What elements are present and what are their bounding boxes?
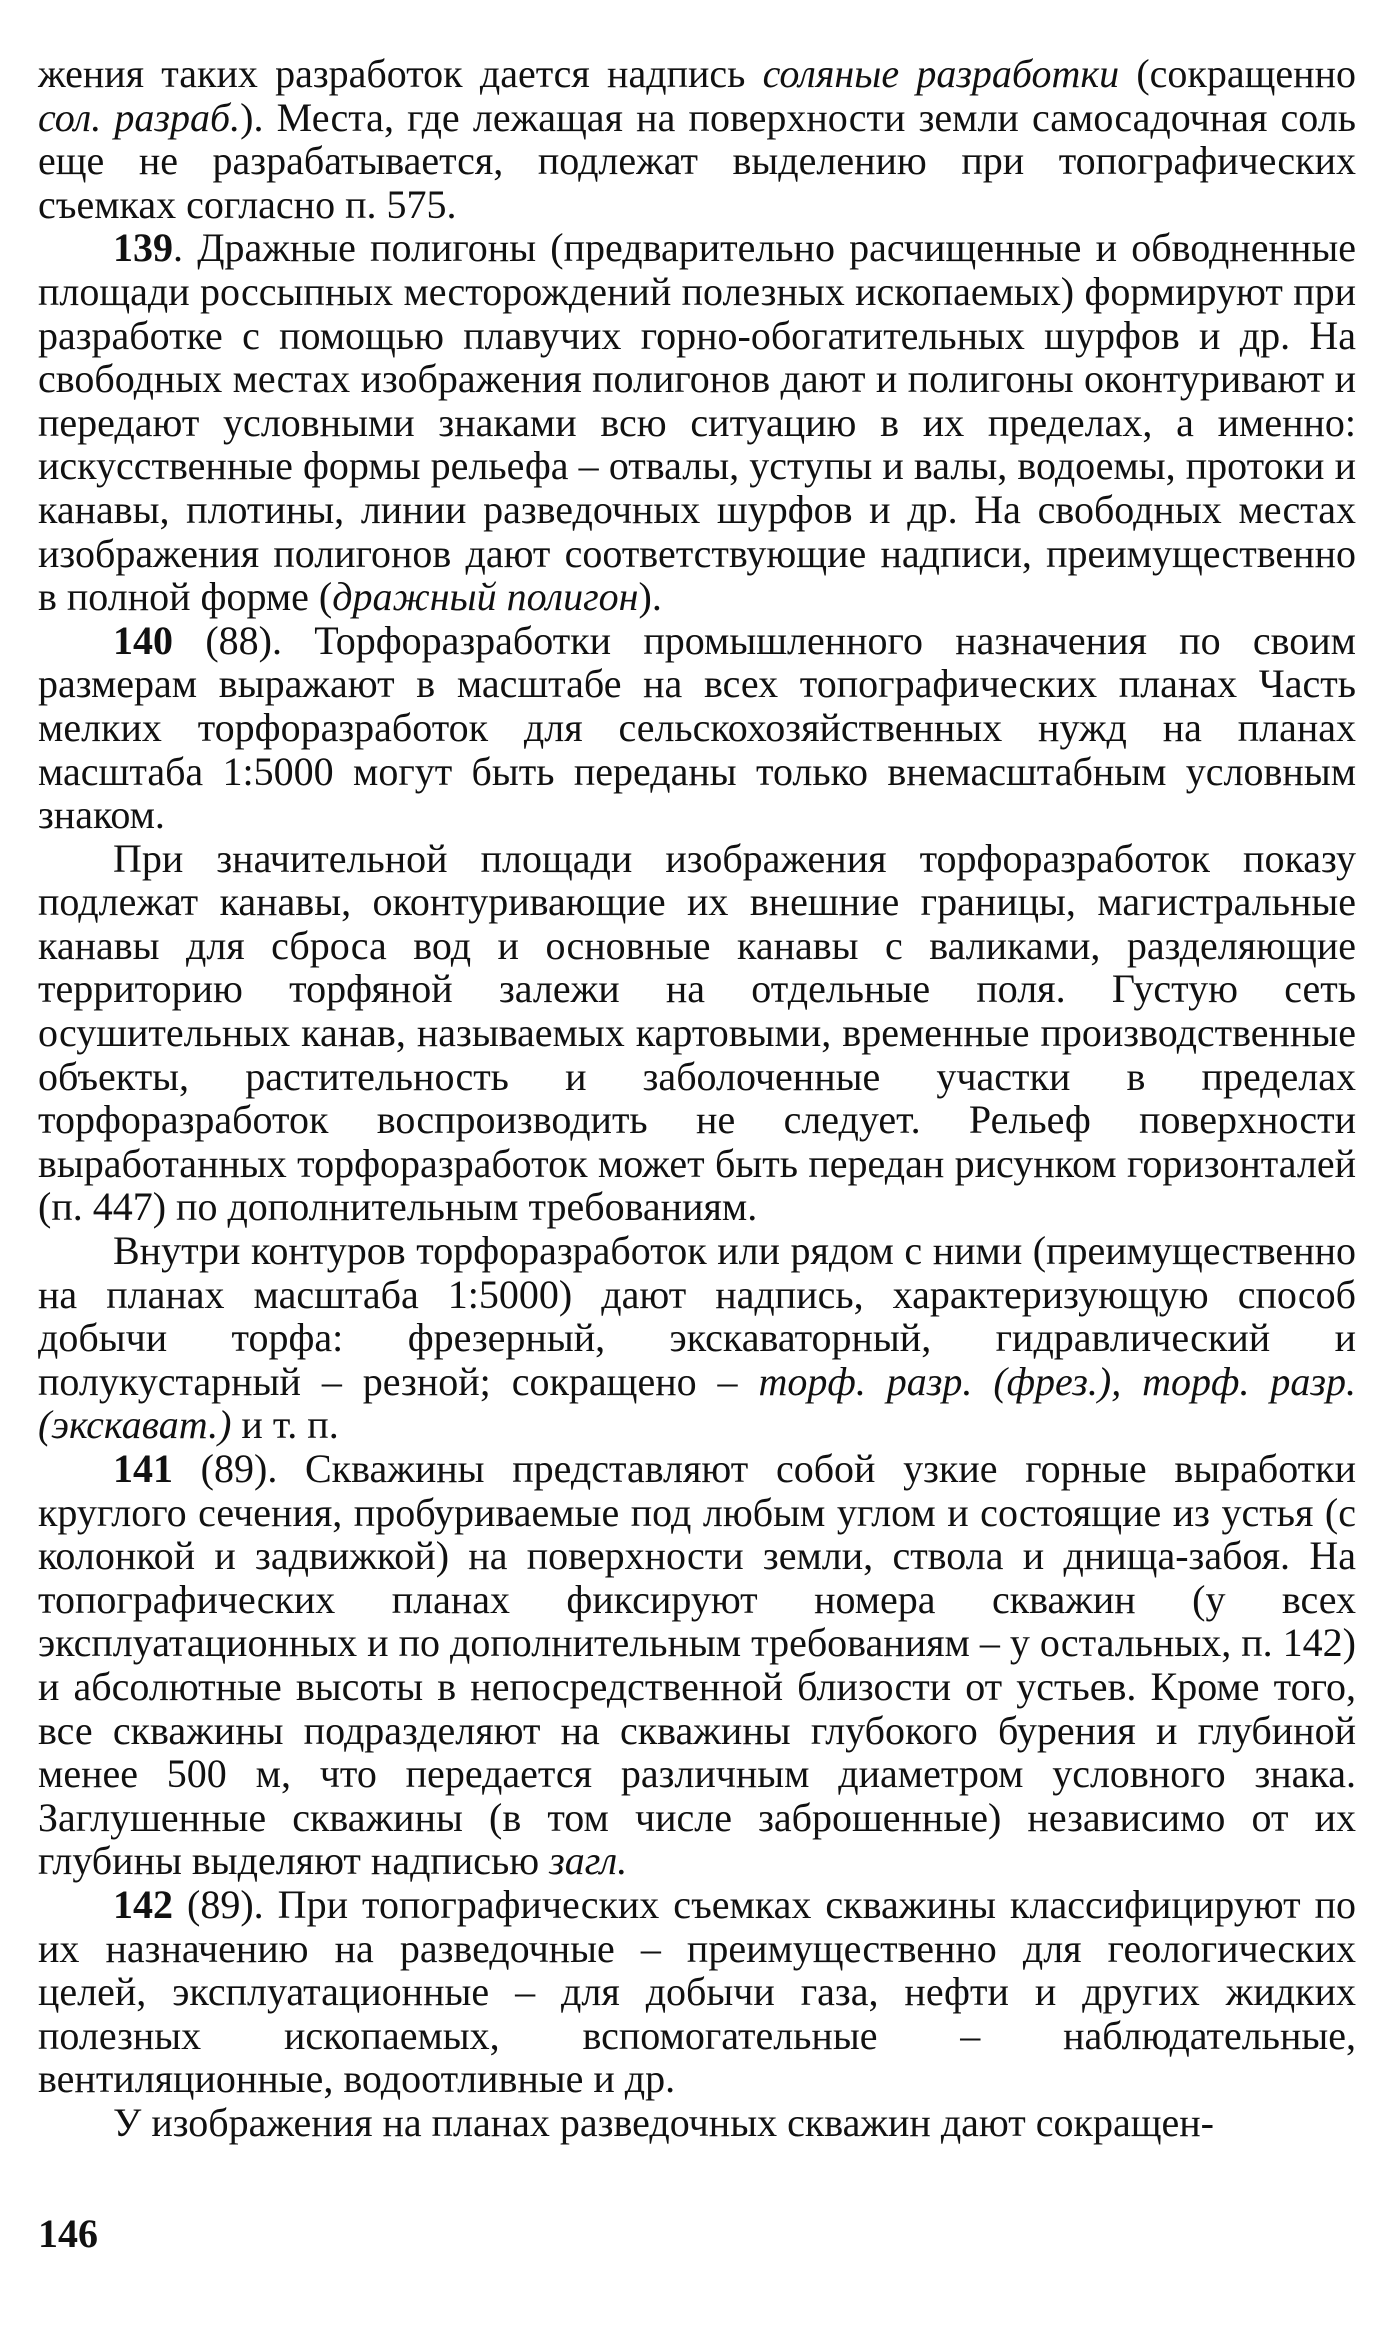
- page-text: [38, 52, 1356, 2145]
- paragraph-139: [38, 226, 1356, 618]
- italic-run: сол. разраб.: [38, 94, 241, 140]
- text-run: Внутри контуров торфоразработок или рядом с ними (преимущественно на планах масштаба 1:5000) дают надпись, характеризующую способ добычи торфа: фрезерный, экскаваторный, гидравлический и полукустарный – резной; сокращено –: [38, 1228, 1356, 1404]
- italic-run: дражный полигон: [332, 574, 639, 620]
- paragraph-number: 139: [113, 225, 173, 271]
- page-number: 146: [38, 2211, 98, 2256]
- text-run: жения таких разработок дается надпись: [38, 51, 763, 96]
- text-run: У изображения на планах разведочных скважин дают сокращен-: [113, 2099, 1214, 2145]
- paragraph-140-peat-labels: [38, 1229, 1356, 1447]
- text-run: (89). Скважины представляют собой узкие горные выработки круглого сечения, пробуриваемые под любым углом и состоящие из устья (с колонкой и задвижкой) на поверхности земли, ствола и днища-забоя. На топографических планах фиксируют номера скважин (у всех эксплуатационных и по дополнительным требованиям – у остальных, п. 142) и абсолютные высоты в непосредственной близости от устьев. Кроме того, все скважины подразделяют на скважины глубокого бурения и глубиной менее 500 м, что передается различным диаметром условного знака. Заглушенные скважины (в том числе заброшенные) независимо от их глубины выделяют надписью: [38, 1446, 1356, 1884]
- paragraph-141: [38, 1447, 1356, 1883]
- paragraph-intro: [38, 52, 1356, 226]
- paragraph-140-peat-area: [38, 837, 1356, 1229]
- italic-run: загл.: [549, 1838, 628, 1884]
- italic-run: соляные разработки: [762, 51, 1120, 96]
- text-run: ).: [638, 574, 662, 620]
- text-run: (89). При топографических съемках скважины классифицируют по их назначению на разведочные – преимущественно для геологических целей, эксплуатационные – для добычи газа, нефти и других жидких полезных ископаемых, вспомогательные – наблюдательные, вентиляционные, водоотливные и др.: [38, 1881, 1356, 2102]
- italic-run: торф. разр. (фрез.), торф. разр. (экскават.): [38, 1358, 1357, 1448]
- text-run: (88). Торфоразработки промышленного назначения по своим размерам выражают в масштабе на всех топографических планах Часть мелких торфоразработок для сельскохозяйственных нужд на планах масштаба 1:5000 могут быть переданы только внемасштабным условным знаком.: [38, 617, 1356, 838]
- text-run: . Дражные полигоны (предварительно расчищенные и обводненные площади россыпных месторождений полезных ископаемых) формируют при разработке с помощью плавучих горно-обогатительных шурфов и др. На свободных местах изображения полигонов дают и полигоны оконтуривают и передают условными знаками всю ситуацию в их пределах, а именно: искусственные формы рельефа – отвалы, уступы и валы, водоемы, протоки и канавы, плотины, линии разведочных шурфов и др. На свободных местах изображения полигонов дают соответствующие надписи, преимущественно в полной форме (: [38, 225, 1356, 620]
- paragraph-142-continued: [38, 2101, 1356, 2145]
- text-run: При значительной площади изображения торфоразработок показу подлежат канавы, оконтуривающие их внешние границы, магистральные канавы для сброса вод и основные канавы с валиками, разделяющие территорию торфяной залежи на отдельные поля. Густую сеть осушительных канав, называемых картовыми, временные производственные объекты, растительность и заболоченные участки в пределах торфоразработок воспроизводить не следует. Рельеф поверхности выработанных торфоразработок может быть передан рисунком горизонталей (п. 447) по дополнительным требованиям.: [38, 835, 1356, 1230]
- paragraph-142: [38, 1883, 1356, 2101]
- text-run: ). Места, где лежащая на поверхности земли самосадочная соль еще не разрабатывается, подлежат выделению при топографических съемках согласно п. 575.: [38, 94, 1356, 227]
- text-run: и т. п.: [231, 1402, 339, 1448]
- paragraph-number: 141: [113, 1446, 173, 1491]
- paragraph-number: 140: [113, 617, 173, 663]
- paragraph-number: 142: [113, 1881, 173, 1927]
- paragraph-140: [38, 619, 1356, 837]
- text-run: (сокращенно: [1119, 51, 1356, 96]
